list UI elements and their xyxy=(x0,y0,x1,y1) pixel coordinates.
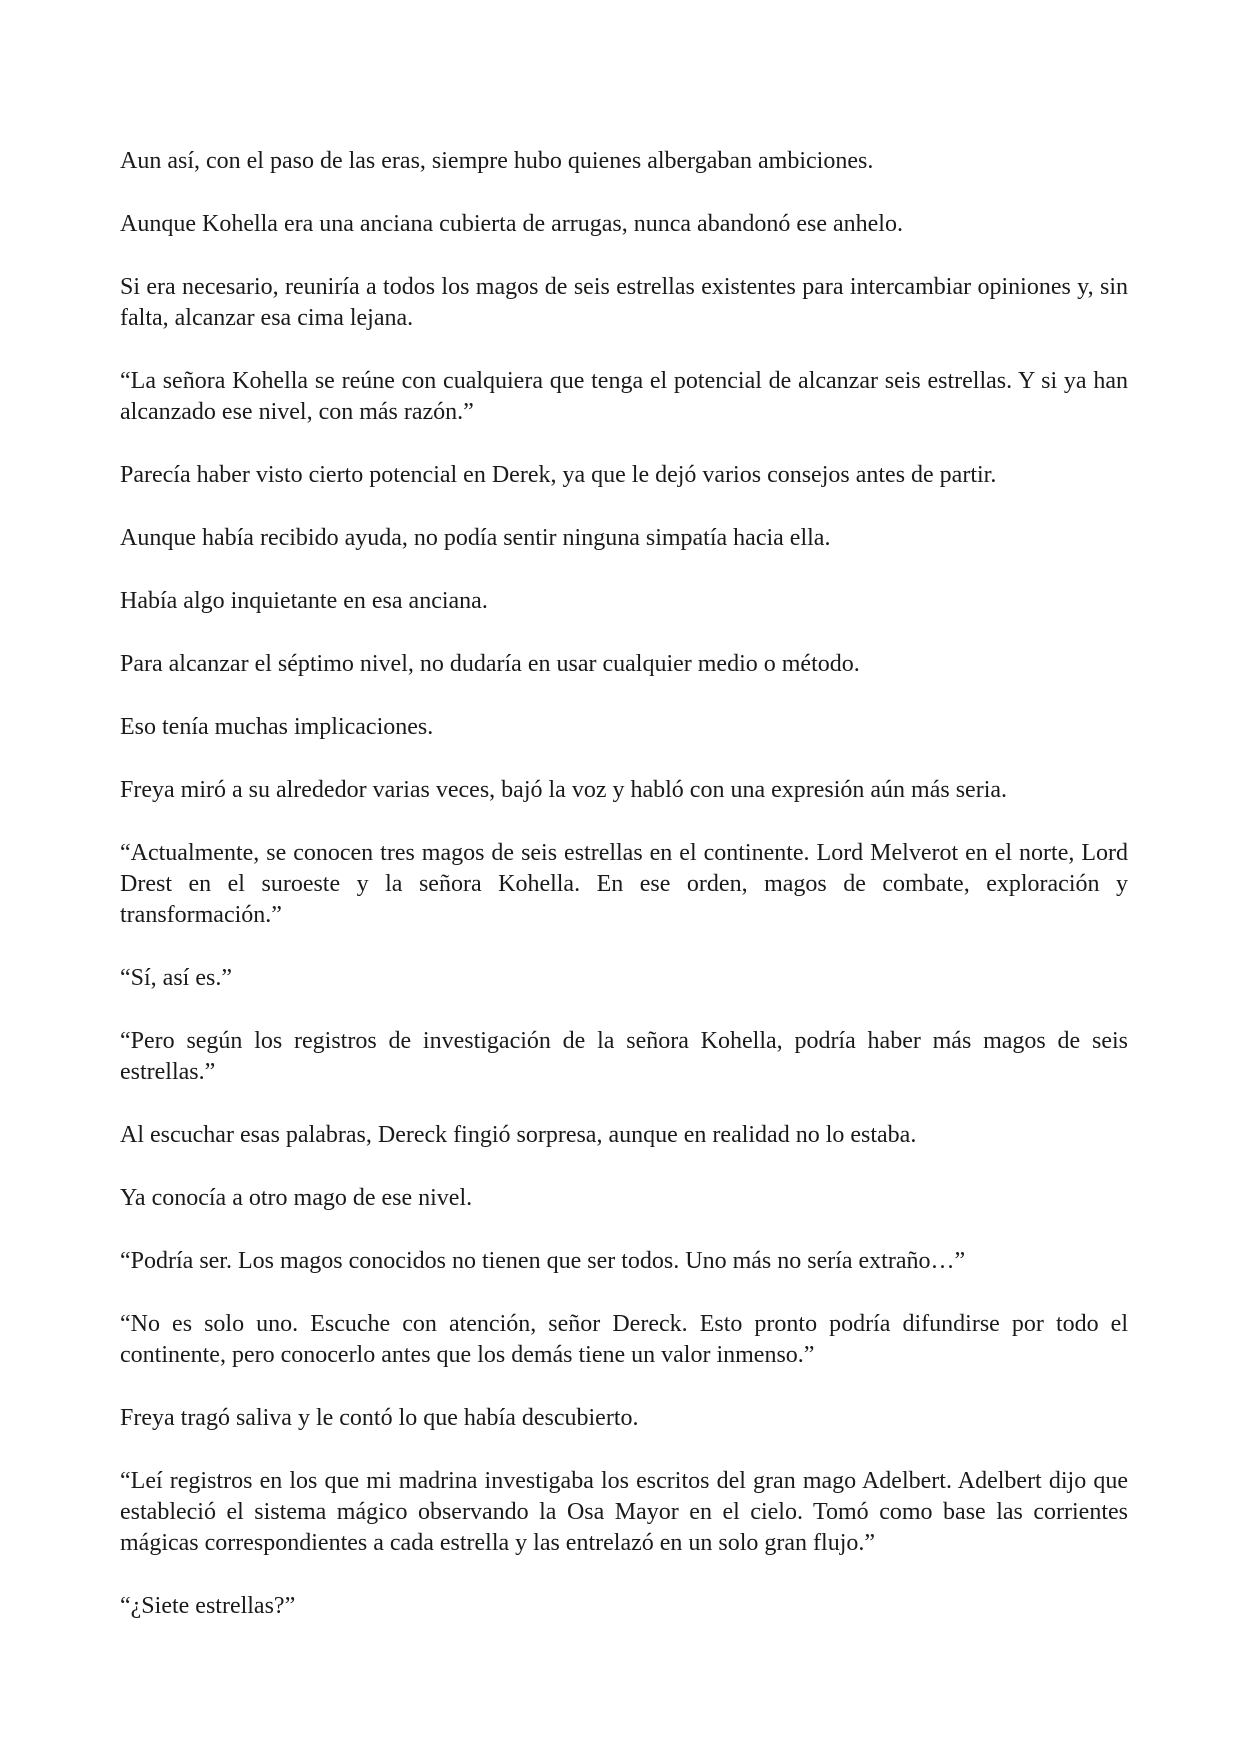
paragraph: “Sí, así es.” xyxy=(120,965,232,991)
paragraph: Ya conocía a otro mago de ese nivel. xyxy=(120,1185,473,1211)
body-text xyxy=(120,146,1128,1622)
paragraph: Para alcanzar el séptimo nivel, no dudaría en usar cualquier medio o método. xyxy=(120,651,860,677)
paragraph: Si era necesario, reuniría a todos los magos de seis estrellas existentes para intercambiar opiniones y, sin falta, alcanzar esa cima lejana. xyxy=(120,274,1128,331)
paragraph: “Podría ser. Los magos conocidos no tienen que ser todos. Uno más no sería extraño…” xyxy=(120,1248,966,1274)
paragraph: Aunque había recibido ayuda, no podía sentir ninguna simpatía hacia ella. xyxy=(120,525,831,551)
paragraph: “La señora Kohella se reúne con cualquiera que tenga el potencial de alcanzar seis estrellas. Y si ya han alcanzado ese nivel, con más razón.” xyxy=(120,368,1128,425)
paragraph: “¿Siete estrellas?” xyxy=(120,1593,296,1619)
paragraph: Al escuchar esas palabras, Dereck fingió sorpresa, aunque en realidad no lo estaba. xyxy=(120,1122,917,1148)
paragraph: “Pero según los registros de investigación de la señora Kohella, podría haber más magos de seis estrellas.” xyxy=(120,1028,1128,1085)
paragraph: Aun así, con el paso de las eras, siempre hubo quienes albergaban ambiciones. xyxy=(120,148,874,174)
paragraph: Había algo inquietante en esa anciana. xyxy=(120,588,488,614)
paragraph: Freya miró a su alrededor varias veces, bajó la voz y habló con una expresión aún más seria. xyxy=(120,777,1008,803)
paragraph: “Leí registros en los que mi madrina investigaba los escritos del gran mago Adelbert. Adelbert dijo que estableció el sistema mágico observando la Osa Mayor en el cielo. Tomó como base las corrientes mágicas correspondientes a cada estrella y las entrelazó en un solo gran flujo.” xyxy=(120,1468,1128,1556)
paragraph: “No es solo uno. Escuche con atención, señor Dereck. Esto pronto podría difundirse por todo el continente, pero conocerlo antes que los demás tiene un valor inmenso.” xyxy=(120,1311,1128,1368)
paragraph: Parecía haber visto cierto potencial en Derek, ya que le dejó varios consejos antes de partir. xyxy=(120,462,997,488)
paragraph: “Actualmente, se conocen tres magos de seis estrellas en el continente. Lord Melverot en el norte, Lord Drest en el suroeste y la señora Kohella. En ese orden, magos de combate, exploración y transformación.” xyxy=(120,840,1128,928)
paragraph: Eso tenía muchas implicaciones. xyxy=(120,714,434,740)
paragraph: Freya tragó saliva y le contó lo que había descubierto. xyxy=(120,1405,639,1431)
paragraph: Aunque Kohella era una anciana cubierta de arrugas, nunca abandonó ese anhelo. xyxy=(120,211,903,237)
